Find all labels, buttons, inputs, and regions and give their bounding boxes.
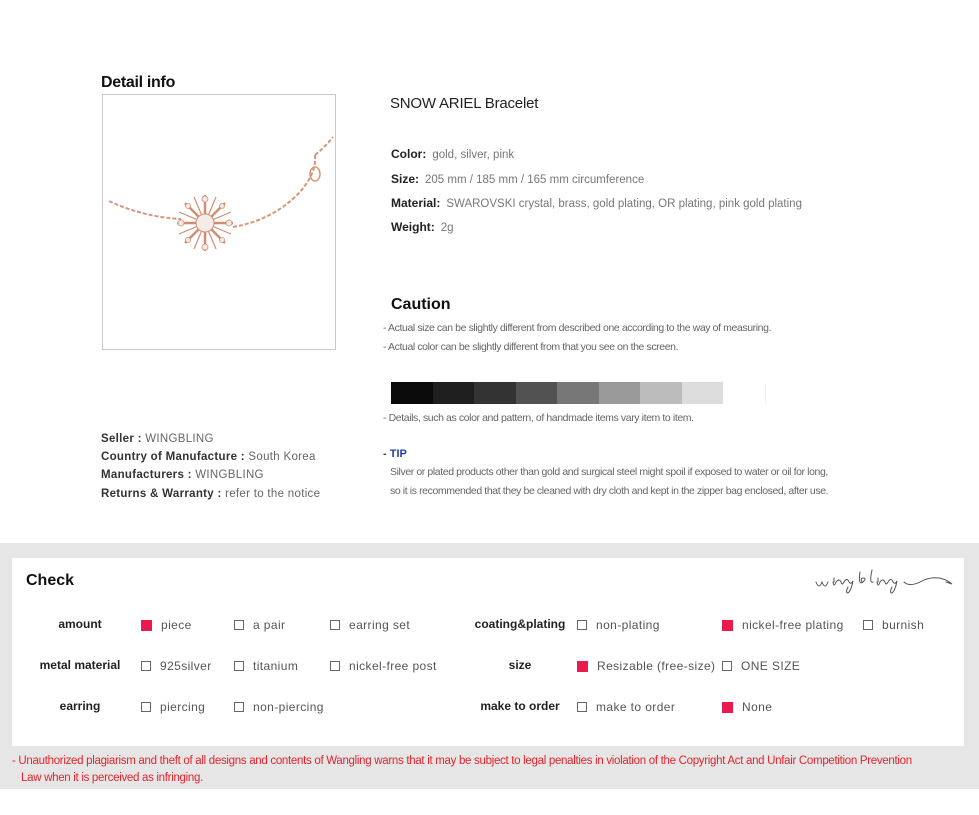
check-label-make-to-order: make to order <box>480 699 560 713</box>
swatch-8 <box>682 382 724 404</box>
spec-color <box>391 147 514 161</box>
manufacturer-value: WINGBLING <box>195 469 264 481</box>
option-nickel-free-post[interactable] <box>330 659 437 673</box>
option-piercing[interactable] <box>141 700 205 714</box>
returns-label: Returns & Warranty : <box>101 488 222 500</box>
checkbox-icon[interactable] <box>141 661 151 671</box>
copyright-warning <box>12 753 942 787</box>
spec-size-label: Size: <box>391 172 420 186</box>
option-non-plating[interactable] <box>577 618 660 632</box>
swatch-5 <box>557 382 599 404</box>
option-label: 925silver <box>160 659 212 673</box>
option-none[interactable] <box>722 700 772 714</box>
swatch-7 <box>640 382 682 404</box>
wingbling-logo-icon <box>812 568 962 602</box>
copyright-warning-line-1: - Unauthorized plagiarism and theft of all designs and contents of Wangling warns that it may be subject to legal penalties in violation of the Copyright Act and Unfair Competition Prevention <box>12 755 912 767</box>
product-name: SNOW ARIEL Bracelet <box>390 95 539 112</box>
checked-box-icon[interactable] <box>577 661 588 672</box>
option-make-to-order[interactable] <box>577 700 675 714</box>
checked-box-icon[interactable] <box>722 702 733 713</box>
spec-color-value: gold, silver, pink <box>432 149 515 161</box>
swatch-divider <box>765 384 766 404</box>
checked-box-icon[interactable] <box>141 620 152 631</box>
option-label: make to order <box>596 700 676 714</box>
handmade-detail-note: - Details, such as color and pattern, of handmade items vary item to item. <box>383 412 694 424</box>
option-label: None <box>742 700 773 714</box>
seller-row <box>101 433 214 445</box>
option-piece[interactable] <box>141 618 192 632</box>
check-label-amount: amount <box>58 617 102 631</box>
checkbox-icon[interactable] <box>141 702 151 712</box>
option-label: earring set <box>349 618 411 632</box>
manufacturer-label: Manufacturers : <box>101 469 192 481</box>
country-label: Country of Manufacture : <box>101 451 245 463</box>
check-label-metal-material: metal material <box>39 658 121 672</box>
option-label: non-plating <box>596 618 660 632</box>
checkbox-icon[interactable] <box>330 661 340 671</box>
check-label-size: size <box>508 658 532 672</box>
option-label: titanium <box>253 659 299 673</box>
option-label: piece <box>161 618 192 632</box>
option-earring-set[interactable] <box>330 618 410 632</box>
manufacturer-row <box>101 469 264 481</box>
option-label: ONE SIZE <box>741 659 801 673</box>
option-a-pair[interactable] <box>234 618 285 632</box>
country-row <box>101 451 316 463</box>
swatch-2 <box>433 382 475 404</box>
option-label: nickel-free post <box>349 659 437 673</box>
option-titanium[interactable] <box>234 659 298 673</box>
spec-material-label: Material: <box>391 196 441 210</box>
spec-weight-value: 2g <box>440 222 454 234</box>
seller-value: WINGBLING <box>145 433 214 445</box>
check-title: Check <box>26 572 75 589</box>
seller-label: Seller : <box>101 433 142 445</box>
option-label: burnish <box>882 618 925 632</box>
returns-value: refer to the notice <box>225 488 321 500</box>
spec-size-value: 205 mm / 185 mm / 165 mm circumference <box>425 174 645 186</box>
checkbox-icon[interactable] <box>234 620 244 630</box>
grayscale-swatch-bar <box>391 382 723 404</box>
swatch-3 <box>474 382 516 404</box>
checkbox-icon[interactable] <box>234 702 244 712</box>
spec-size <box>391 172 644 186</box>
check-label-coating-plating: coating&plating <box>474 617 566 631</box>
copyright-warning-line-2: Law when it is perceived as infringing. <box>21 772 203 784</box>
swatch-4 <box>516 382 558 404</box>
option-non-piercing[interactable] <box>234 700 324 714</box>
checkbox-icon[interactable] <box>330 620 340 630</box>
checkbox-icon[interactable] <box>722 661 732 671</box>
checkbox-icon[interactable] <box>577 702 587 712</box>
option-one-size[interactable] <box>722 659 800 673</box>
tip-title: - TIP <box>383 448 407 460</box>
option-resizable-free-size[interactable] <box>577 659 715 673</box>
detail-info-title: Detail info <box>101 74 176 91</box>
checked-box-icon[interactable] <box>722 620 733 631</box>
caution-line-color: - Actual color can be slightly different from that you see on the screen. <box>383 341 679 353</box>
option-label: a pair <box>253 618 286 632</box>
checkbox-icon[interactable] <box>234 661 244 671</box>
option-label: nickel-free plating <box>742 618 844 632</box>
option-label: non-piercing <box>253 700 324 714</box>
swatch-6 <box>599 382 641 404</box>
check-label-earring: earring <box>59 699 101 713</box>
option-burnish[interactable] <box>863 618 924 632</box>
tip-line-2: so it is recommended that they be cleaned with dry cloth and kept in the zipper bag enclosed, after use. <box>390 485 829 497</box>
checkbox-icon[interactable] <box>577 620 587 630</box>
spec-weight <box>391 220 454 234</box>
option-label: Resizable (free-size) <box>597 659 716 673</box>
product-image <box>102 94 336 350</box>
spec-material-value: SWAROVSKI crystal, brass, gold plating, OR plating, pink gold plating <box>446 198 802 210</box>
country-value: South Korea <box>248 451 316 463</box>
option-925silver[interactable] <box>141 659 212 673</box>
bracelet-photo <box>103 95 335 349</box>
tip-line-1: Silver or plated products other than gold and surgical steel might spoil if exposed to water or oil for long, <box>390 466 828 478</box>
spec-weight-label: Weight: <box>391 220 435 234</box>
spec-color-label: Color: <box>391 147 427 161</box>
caution-title: Caution <box>391 296 451 313</box>
option-label: piercing <box>160 700 206 714</box>
caution-line-size: - Actual size can be slightly different from described one according to the way of measuring. <box>383 322 772 334</box>
option-nickel-free-plating[interactable] <box>722 618 844 632</box>
checkbox-icon[interactable] <box>863 620 873 630</box>
returns-row <box>101 488 320 500</box>
spec-material <box>391 196 802 210</box>
swatch-1 <box>391 382 433 404</box>
